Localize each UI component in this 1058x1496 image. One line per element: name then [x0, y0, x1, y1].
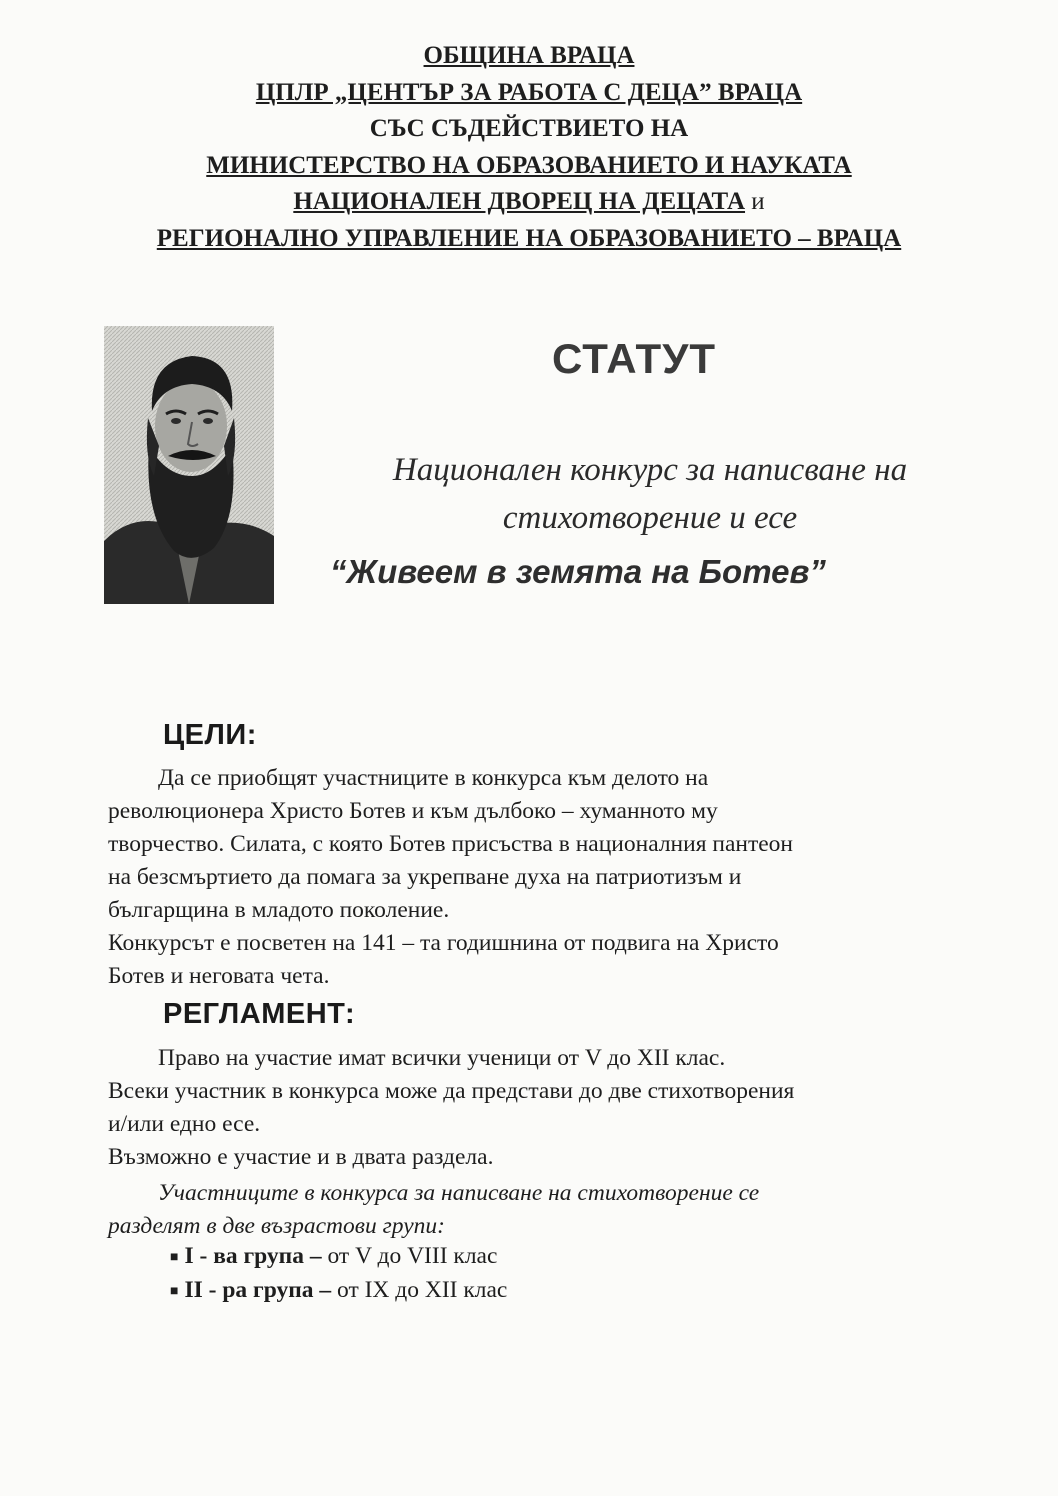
contest-title: “Живеем в земята на Ботев”	[330, 553, 826, 590]
subtitle-line-2: стихотворение и есе	[502, 500, 798, 536]
header-with-support: СЪС СЪДЕЙСТВИЕТО НА	[369, 115, 689, 142]
age-groups-note	[108, 1177, 988, 1243]
goals-line: Конкурсът е посветен на 141 – та годишнина от подвига на Христо	[108, 930, 779, 956]
document-title: СТАТУТ	[552, 335, 716, 382]
header-ministry: МИНИСТЕРСТВО НА ОБРАЗОВАНИЕТО И НАУКАТА	[206, 151, 852, 179]
header-municipality: ОБЩИНА ВРАЦА	[423, 42, 635, 69]
portrait-image	[104, 326, 274, 604]
goals-paragraph	[108, 762, 988, 993]
age-group-name: II - ра група –	[184, 1277, 332, 1304]
age-group-range: от IX до XII клас	[331, 1277, 508, 1304]
portrait-drawing	[104, 326, 274, 604]
rules-heading: РЕГЛАМЕНТ:	[163, 998, 356, 1030]
bullet-icon: ■	[170, 1284, 179, 1300]
age-group-item	[170, 1240, 507, 1274]
header-palace-line	[0, 184, 1058, 221]
goals-line: творчество. Силата, с която Ботев присъства в националния пантеон	[108, 831, 793, 857]
subtitle-line-1: Национален конкурс за написване на	[392, 452, 908, 488]
goals-heading: ЦЕЛИ:	[163, 719, 257, 751]
goals-line: революционера Христо Ботев и към дълбоко – хуманното му	[108, 798, 718, 824]
header-center: ЦПЛР „ЦЕНТЪР ЗА РАБОТА С ДЕЦА” ВРАЦА	[255, 78, 803, 106]
goals-line: на безсмъртието да помага за укрепване духа на патриотизъм и	[108, 864, 742, 890]
header-conjunction: и	[745, 188, 765, 215]
document-header	[0, 38, 1058, 257]
age-group-name: I - ва група –	[184, 1243, 322, 1269]
goals-line: Да се приобщят участниците в конкурса към делото на	[158, 765, 709, 791]
header-regional-office: РЕГИОНАЛНО УПРАВЛЕНИЕ НА ОБРАЗОВАНИЕТО – ВРАЦА	[156, 224, 902, 252]
rules-line: Право на участие имат всички ученици от V до XII клас.	[158, 1045, 726, 1071]
goals-line: Ботев и неговата чета.	[108, 963, 330, 989]
bullet-icon: ■	[170, 1250, 179, 1266]
rules-paragraph	[108, 1042, 988, 1174]
age-groups-note-line: разделят в две възрастови групи:	[108, 1213, 445, 1239]
age-groups-list	[170, 1240, 507, 1308]
age-group-range: от V до VIII клас	[321, 1243, 498, 1269]
rules-line: Всеки участник в конкурса може да представи до две стихотворения	[108, 1078, 795, 1104]
header-palace: НАЦИОНАЛЕН ДВОРЕЦ НА ДЕЦАТА	[293, 188, 746, 215]
contest-subtitle	[330, 446, 970, 542]
age-group-item	[170, 1274, 507, 1308]
rules-line: и/или едно есе.	[108, 1111, 261, 1137]
goals-line: българщина в младото поколение.	[108, 897, 450, 923]
rules-line: Възможно е участие и в двата раздела.	[108, 1144, 494, 1170]
age-groups-note-line: Участниците в конкурса за написване на стихотворение се	[158, 1180, 760, 1206]
